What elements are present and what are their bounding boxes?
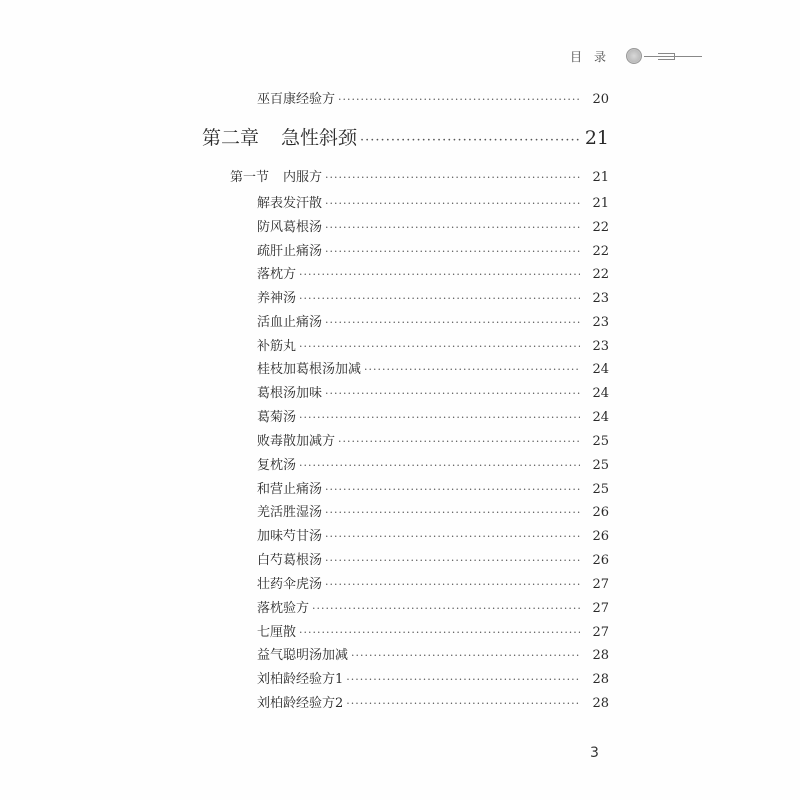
toc-entry[interactable] [257,692,609,710]
toc-entry-page: 22 [592,220,609,235]
dot-leader [325,554,580,567]
toc-entry-page: 25 [592,482,609,497]
toc-entry-title: 败毒散加减方 [257,434,336,449]
toc-entry-title: 加味芍甘汤 [257,529,323,544]
toc-entry[interactable] [257,382,609,400]
toc-entry-title: 益气聪明汤加减 [257,648,349,663]
dot-leader [325,506,580,519]
toc-entry-page: 28 [592,648,609,663]
chapter-number: 第二章 [202,127,260,149]
dot-leader [325,530,580,543]
dot-leader [346,697,580,710]
chapter-title: 急性斜颈 [281,127,358,149]
dot-leader [299,626,580,639]
dot-leader [312,602,580,615]
section-number: 第一节 [230,170,270,185]
chapter-page: 21 [584,127,609,149]
toc-entry[interactable] [257,406,609,424]
toc-entry-page: 26 [592,505,609,520]
toc-entry-title: 巫百康经验方 [257,92,336,107]
toc-entry-title: 落枕方 [257,267,297,282]
toc-entry-title: 刘柏龄经验方1 [257,672,344,687]
toc-entry-page: 28 [592,696,609,711]
running-header [570,46,702,66]
toc-entry[interactable] [257,573,609,591]
dot-leader [325,578,580,591]
running-title: 目录 [570,49,619,64]
toc-entry-title: 防风葛根汤 [257,220,323,235]
dot-leader [325,221,580,234]
toc-entry-page: 25 [592,458,609,473]
toc-entry[interactable] [257,192,609,210]
toc-entry-title: 复枕汤 [257,458,297,473]
toc-entry[interactable] [257,430,609,448]
toc-entry[interactable] [257,478,609,496]
chapter-label [202,123,357,150]
toc-entry[interactable] [257,668,609,686]
toc-entry-page: 25 [592,434,609,449]
toc-entry[interactable] [257,287,609,305]
toc-entry-page: 24 [592,410,609,425]
dot-leader [299,292,580,305]
toc-entry[interactable] [257,335,609,353]
dot-leader [299,340,580,353]
toc-entry-title: 白芍葛根汤 [257,553,323,568]
dot-leader [351,649,580,662]
toc-entry-title: 葛菊汤 [257,410,297,425]
toc-entry[interactable] [257,358,609,376]
page-number: 3 [590,745,599,761]
section-title: 内服方 [283,170,323,185]
toc-entry-page: 26 [592,553,609,568]
toc-entry-page: 23 [592,315,609,330]
dot-leader [325,197,580,210]
dot-leader [325,387,580,400]
toc-entry-title: 刘柏龄经验方2 [257,696,344,711]
dot-leader [325,245,580,258]
toc-entry-page: 24 [592,386,609,401]
toc-entry-title: 补筋丸 [257,339,297,354]
toc-entry-page: 27 [592,625,609,640]
toc-entry[interactable] [257,263,609,281]
toc-entry-title: 疏肝止痛汤 [257,244,323,259]
dot-leader [299,411,580,424]
toc-entry-title: 解表发汗散 [257,196,323,211]
toc-entry-page: 27 [592,577,609,592]
dot-leader [364,363,580,376]
dot-leader [299,268,580,281]
toc-entry-page: 22 [592,267,609,282]
toc-entry[interactable] [257,525,609,543]
toc-entry[interactable] [257,597,609,615]
dot-leader [325,171,580,184]
toc-entry-page: 28 [592,672,609,687]
ornament-icon [626,48,702,64]
toc-entry-title: 桂枝加葛根汤加减 [257,362,362,377]
medallion-icon [626,48,642,64]
toc-entry[interactable] [257,311,609,329]
dot-leader [346,673,580,686]
toc-entry-title: 和营止痛汤 [257,482,323,497]
toc-entry-title: 落枕验方 [257,601,310,616]
toc-entry-title: 羌活胜湿汤 [257,505,323,520]
toc-entry[interactable] [257,549,609,567]
dot-leader [360,133,580,148]
toc-section[interactable] [230,166,609,184]
section-page: 21 [592,170,609,185]
toc-entry-page: 21 [592,196,609,211]
toc-entry[interactable] [257,454,609,472]
toc-entry-prev[interactable] [257,88,609,106]
dot-leader [325,316,580,329]
toc-entry-title: 活血止痛汤 [257,315,323,330]
toc-entry-title: 壮药伞虎汤 [257,577,323,592]
toc-entry-title: 养神汤 [257,291,297,306]
toc-chapter[interactable] [202,123,609,149]
dot-leader [299,459,580,472]
toc-entry-title: 葛根汤加味 [257,386,323,401]
ornament-line [644,56,702,57]
toc-entry[interactable] [257,644,609,662]
toc-entry-page: 26 [592,529,609,544]
toc-entry-page: 24 [592,362,609,377]
toc-entry-page: 23 [592,339,609,354]
dot-leader [338,93,580,106]
toc-entry-page: 23 [592,291,609,306]
dot-leader [338,435,580,448]
section-label [230,166,322,185]
toc-entry-page: 27 [592,601,609,616]
toc-entry[interactable] [257,240,609,258]
dot-leader [325,483,580,496]
toc-entry[interactable] [257,216,609,234]
toc-entry-page: 20 [592,92,609,107]
toc-entry-title: 七厘散 [257,625,297,640]
toc-entry[interactable] [257,501,609,519]
toc-entry[interactable] [257,621,609,639]
toc-entry-page: 22 [592,244,609,259]
